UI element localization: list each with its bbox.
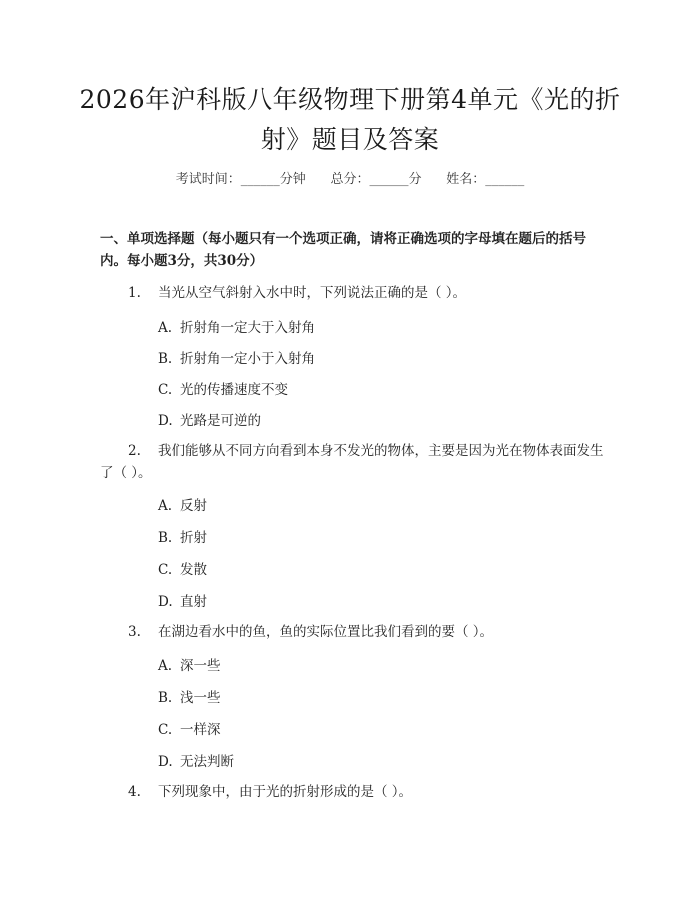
option-text: 折射角一定小于入射角 [180, 351, 315, 367]
option-letter: A. [158, 320, 173, 336]
option-letter: D. [158, 413, 173, 429]
page-title: 2026年沪科版八年级物理下册第4单元《光的折射》题目及答案 [79, 85, 621, 154]
option-letter: A. [158, 498, 173, 514]
option-3c [158, 718, 221, 738]
option-text: 光的传播速度不变 [180, 382, 288, 398]
option-1b [158, 347, 315, 367]
option-text: 直射 [180, 594, 207, 610]
question-text: 在湖边看水中的鱼，鱼的实际位置比我们看到的要（ ）。 [158, 624, 494, 640]
option-text: 折射 [180, 530, 207, 546]
option-letter: D. [158, 594, 173, 610]
exam-meta-line: 考试时间：______分钟 总分：______分 姓名：______ [175, 172, 525, 187]
option-1c [158, 378, 288, 398]
option-text: 光路是可逆的 [180, 413, 261, 429]
option-2d [158, 590, 207, 610]
option-text: 折射角一定大于入射角 [180, 320, 315, 336]
option-text: 深一些 [180, 658, 221, 674]
question-1 [100, 282, 608, 304]
option-3a [158, 654, 221, 674]
question-4 [100, 781, 608, 803]
option-text: 无法判断 [180, 754, 234, 770]
option-text: 反射 [180, 498, 207, 514]
question-text: 我们能够从不同方向看到本身不发光的物体，主要是因为光在物体表面发生了（ ）。 [100, 443, 604, 481]
option-letter: B. [158, 530, 173, 546]
option-letter: A. [158, 658, 173, 674]
option-letter: C. [158, 562, 173, 578]
question-number: 3. [128, 624, 141, 640]
question-text: 当光从空气斜射入水中时，下列说法正确的是（ ）。 [158, 285, 467, 301]
option-2c [158, 558, 207, 578]
option-text: 浅一些 [180, 690, 221, 706]
question-2 [100, 440, 608, 484]
question-3 [100, 621, 608, 643]
option-1d [158, 409, 261, 429]
section-heading: 一、单项选择题（每小题只有一个选项正确，请将正确选项的字母填在题后的括号内。每小题3分，共30分） [100, 231, 586, 269]
option-letter: C. [158, 722, 173, 738]
option-text: 一样深 [180, 722, 221, 738]
option-1a [158, 316, 315, 336]
question-number: 4. [128, 784, 141, 800]
option-3d [158, 750, 234, 770]
question-text: 下列现象中，由于光的折射形成的是（ ）。 [158, 784, 413, 800]
option-letter: D. [158, 754, 173, 770]
option-text: 发散 [180, 562, 207, 578]
question-number: 1. [128, 285, 141, 301]
option-letter: B. [158, 351, 173, 367]
option-3b [158, 686, 221, 706]
question-number: 2. [128, 443, 141, 459]
option-2b [158, 526, 207, 546]
option-letter: B. [158, 690, 173, 706]
option-2a [158, 494, 207, 514]
option-letter: C. [158, 382, 173, 398]
